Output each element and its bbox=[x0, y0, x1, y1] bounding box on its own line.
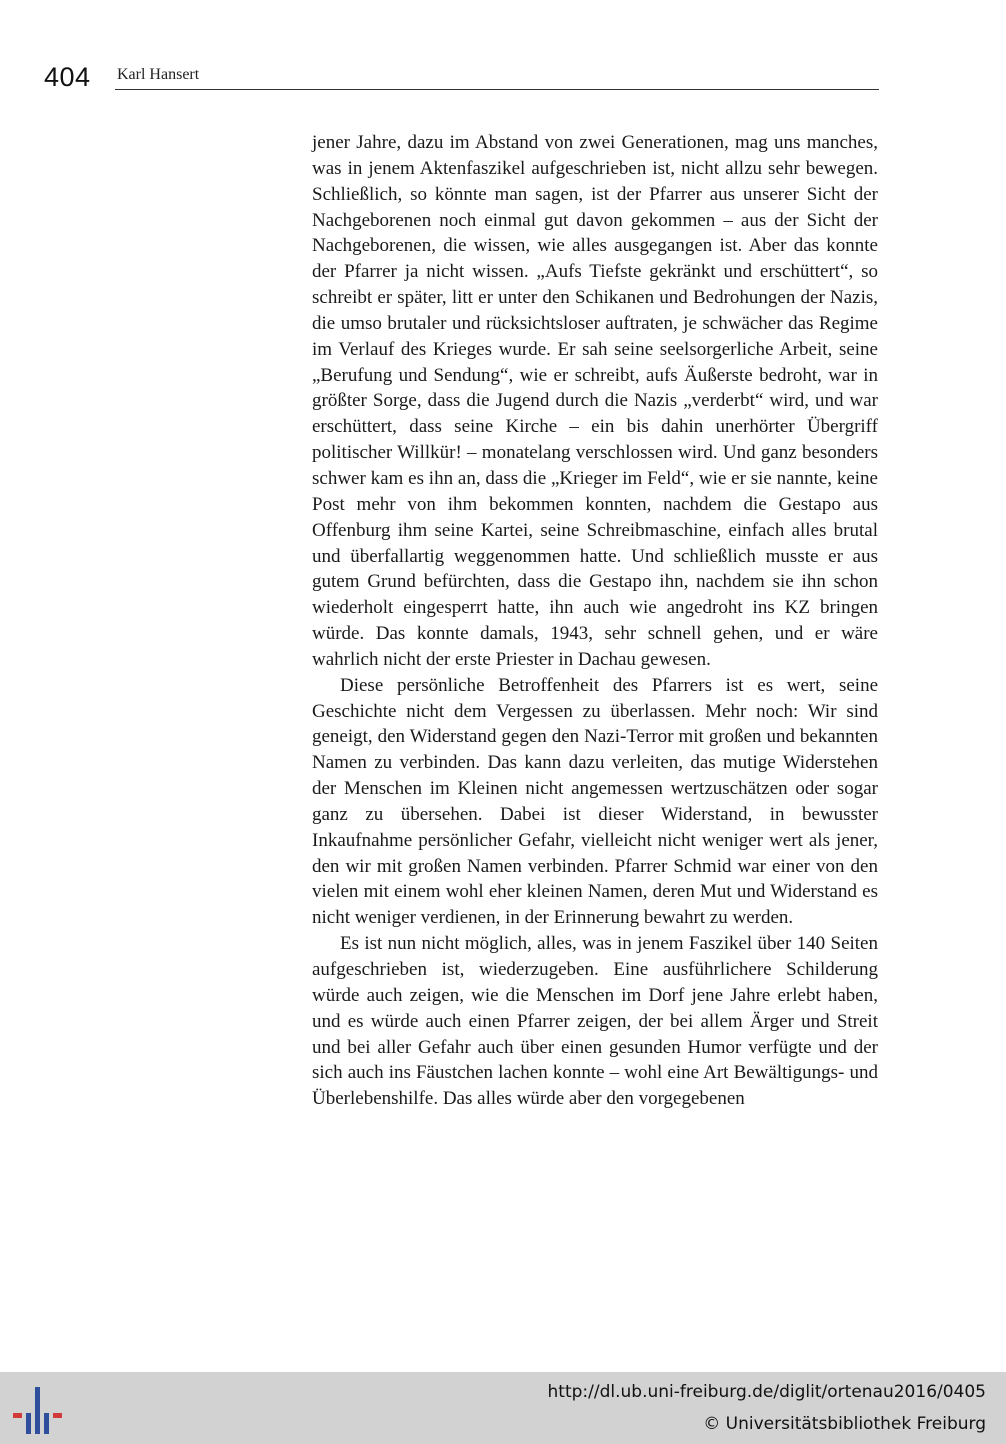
running-head: Karl Hansert bbox=[117, 66, 200, 83]
body-text bbox=[312, 130, 878, 1112]
header-rule bbox=[115, 89, 879, 90]
page-number: 404 bbox=[44, 62, 91, 92]
footer-copyright: © Universitätsbibliothek Freiburg bbox=[703, 1414, 986, 1434]
footer-url-link[interactable]: http://dl.ub.uni-freiburg.de/diglit/ortenau2016/0405 bbox=[547, 1382, 986, 1402]
paragraph-1: jener Jahre, dazu im Abstand von zwei Generationen, mag uns manches, was in jenem Aktenfaszikel aufgeschrieben ist, nicht allzu sehr bewegen. Schließlich, so könnte man sagen, ist der Pfarrer aus unserer Sicht der Nachgeborenen noch einmal gut davon gekommen – aus der Sicht der Nachgeborenen, die wissen, wie alles ausgegangen ist. Aber das konnte der Pfarrer ja nicht wissen. „Aufs Tiefste gekränkt und erschüttert“, so schreibt er später, litt er unter den Schikanen und Bedrohungen der Nazis, die umso brutaler und rücksichtsloser auftraten, je schwächer das Regime im Verlauf des Krieges wurde. Er sah seine seelsorgerliche Arbeit, seine „Berufung und Sendung“, wie er schreibt, aufs Äußerste bedroht, war in größter Sorge, dass die Jugend durch die Nazis „verderbt“ wird, und war erschüttert, dass seine Kirche – ein bis dahin unerhörter Übergriff politischer Willkür! – monatelang verschlossen wird. Und ganz besonders schwer kam es ihn an, dass die „Krieger im Feld“, wie er sie nannte, keine Post mehr von ihm bekommen konnten, nachdem die Gestapo aus Offenburg ihm seine Kartei, seine Schreibmaschine, einfach alles brutal und überfallartig weggenommen hatte. Und schließlich musste er aus gutem Grund befürchten, dass die Gestapo ihn, nachdem sie ihn schon wiederholt eingesperrt hatte, ihn auch wie angedroht ins KZ bringen würde. Das konnte damals, 1943, sehr schnell gehen, und er wäre wahrlich nicht der erste Priester in Dachau gewesen. bbox=[312, 132, 878, 670]
paragraph-3: Es ist nun nicht möglich, alles, was in jenem Faszikel über 140 Seiten aufgeschrieben ist, wiederzugeben. Eine ausführlichere Schilderung würde auch zeigen, wie die Menschen im Dorf jene Jahre erlebt haben, und es würde auch einen Pfarrer zeigen, der bei allem Ärger und Streit und bei aller Gefahr auch über einen gesunden Humor verfügte und der sich auch ins Fäustchen lachen konnte – wohl eine Art Bewältigungs- und Überlebenshilfe. Das alles würde aber den vorgegebenen bbox=[312, 933, 878, 1110]
footer-bar bbox=[0, 1372, 1006, 1444]
paragraph-2: Diese persönliche Betroffenheit des Pfarrers ist es wert, seine Geschichte nicht dem Vergessen zu überlassen. Mehr noch: Wir sind geneigt, den Widerstand gegen den Nazi-Terror mit großen und bekannten Namen zu verbinden. Das kann dazu verleiten, das mutige Widerstehen der Menschen im Kleinen nicht angemessen wertzuschätzen oder sogar ganz zu übersehen. Dabei ist dieser Widerstand, in bewusster Inkaufnahme persönlicher Gefahr, vielleicht nicht weniger wert als jener, den wir mit großen Namen verbinden. Pfarrer Schmid war einer von den vielen mit einem wohl eher kleinen Namen, deren Mut und Widerstand es nicht weniger verdienen, in der Erinnerung bewahrt zu werden. bbox=[312, 674, 878, 929]
ub-freiburg-logo-icon bbox=[10, 1384, 66, 1434]
